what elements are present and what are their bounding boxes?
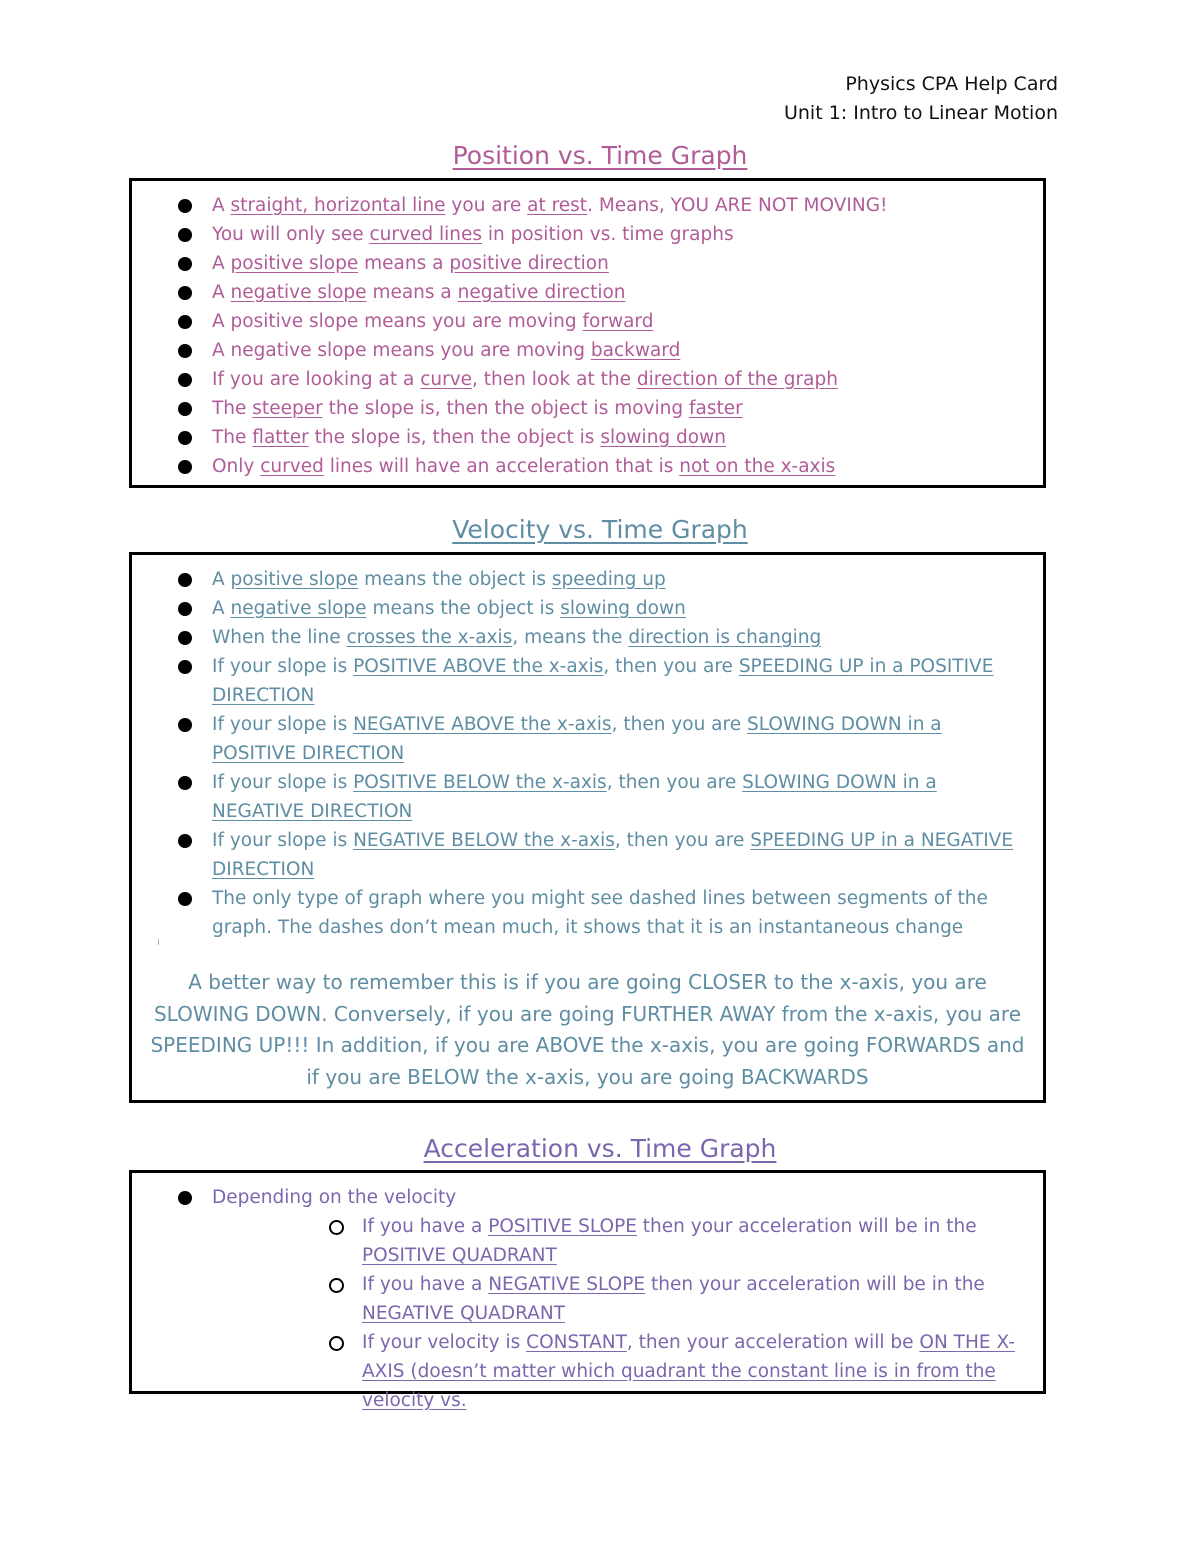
item-text: , then you are — [611, 714, 747, 735]
item-text: means a — [358, 253, 450, 274]
item-text: If you have a — [362, 1216, 489, 1237]
list-item — [132, 768, 1043, 826]
item-text: Only — [212, 456, 261, 477]
underlined-text: CONSTANT — [526, 1332, 627, 1353]
velocity-section-title: Velocity vs. Time Graph — [452, 515, 748, 544]
item-text: A — [212, 282, 231, 303]
list-item — [132, 452, 1043, 481]
underlined-text: SLOWING DOWN in a NEGATIVE DIRECTION — [212, 772, 937, 822]
velocity-box — [129, 552, 1046, 1103]
position-section-title: Position vs. Time Graph — [452, 141, 748, 170]
list-item — [132, 594, 1043, 623]
underlined-text: POSITIVE BELOW the x-axis — [353, 772, 607, 793]
velocity-list — [132, 565, 1043, 942]
underlined-text: NEGATIVE QUADRANT — [362, 1303, 565, 1324]
item-text: means the object is — [366, 598, 561, 619]
list-item — [132, 220, 1043, 249]
underlined-text: SPEEDING UP in a NEGATIVE DIRECTION — [212, 830, 1014, 880]
list-item — [132, 278, 1043, 307]
item-text: lines will have an acceleration that is — [323, 456, 680, 477]
item-text: If you have a — [362, 1274, 489, 1295]
list-item — [132, 884, 1043, 942]
list-item — [132, 307, 1043, 336]
item-text: The — [212, 398, 253, 419]
item-text: , then your acceleration will be — [626, 1332, 920, 1353]
acceleration-box — [129, 1170, 1046, 1411]
underlined-text: negative direction — [457, 282, 626, 303]
item-text: you are — [445, 195, 528, 216]
item-text: then your acceleration will be in the — [636, 1216, 977, 1237]
underlined-text: flatter — [252, 427, 309, 448]
list-item — [212, 1212, 1031, 1270]
item-text: , means the — [512, 627, 629, 648]
underlined-text: steeper — [252, 398, 323, 419]
underlined-text: POSITIVE QUADRANT — [362, 1245, 557, 1266]
underlined-text: slowing down — [600, 427, 726, 448]
underlined-text: POSITIVE SLOPE — [488, 1216, 637, 1237]
page-header — [784, 70, 1058, 128]
underlined-text: speeding up — [551, 569, 666, 590]
list-item — [132, 565, 1043, 594]
underlined-text: positive slope — [230, 253, 359, 274]
item-text: . Means, YOU ARE NOT MOVING! — [587, 195, 888, 216]
underlined-text: slowing down — [560, 598, 686, 619]
item-text: A negative slope means you are moving — [212, 340, 591, 361]
item-text: A — [212, 598, 231, 619]
position-box — [129, 178, 1046, 488]
underlined-text: positive slope — [230, 569, 359, 590]
underlined-text: NEGATIVE ABOVE the x-axis — [353, 714, 612, 735]
stray-mark — [158, 939, 159, 945]
item-text: If your slope is — [212, 714, 354, 735]
underlined-text: backward — [590, 340, 681, 361]
underlined-text: forward — [582, 311, 654, 332]
acceleration-list — [132, 1183, 1043, 1415]
list-item — [132, 423, 1043, 452]
underlined-text: faster — [688, 398, 743, 419]
item-text: A — [212, 195, 231, 216]
underlined-text: SPEEDING UP in a POSITIVE DIRECTION — [212, 656, 994, 706]
list-item — [132, 652, 1043, 710]
list-item — [132, 1183, 1043, 1415]
list-item — [132, 394, 1043, 423]
underlined-text: NEGATIVE SLOPE — [488, 1274, 646, 1295]
item-text: If your velocity is — [362, 1332, 527, 1353]
underlined-text: straight, horizontal line — [230, 195, 446, 216]
underlined-text: positive direction — [449, 253, 609, 274]
underlined-text: SLOWING DOWN in a POSITIVE DIRECTION — [212, 714, 942, 764]
velocity-note: A better way to remember this is if you are going CLOSER to the x-axis, you are SLOWING DOWN. Conversely, if you are going FURTHER AWAY from the x-axis, you are SPEEDING UP!!! In addition, if you are ABOVE the x-axis, you are going FORWARDS and if you are BELOW the x-axis, you are going BACKWARDS — [150, 970, 1025, 1089]
item-text: If you are looking at a — [212, 369, 421, 390]
list-item — [212, 1328, 1031, 1415]
underlined-text: crosses the x-axis — [346, 627, 513, 648]
list-item — [132, 336, 1043, 365]
position-list — [132, 191, 1043, 481]
underlined-text: POSITIVE ABOVE the x-axis — [353, 656, 604, 677]
list-item — [132, 826, 1043, 884]
item-text: , then you are — [603, 656, 739, 677]
item-text: the slope is, then the object is — [308, 427, 601, 448]
underlined-text: negative slope — [230, 282, 367, 303]
underlined-text: direction is changing — [628, 627, 822, 648]
list-item — [132, 710, 1043, 768]
item-text: , then you are — [614, 830, 751, 851]
list-item — [132, 249, 1043, 278]
item-text: means the object is — [358, 569, 552, 590]
item-text: A — [212, 569, 231, 590]
underlined-text: curved lines — [369, 224, 482, 245]
item-text: means a — [366, 282, 458, 303]
item-text: , then you are — [606, 772, 743, 793]
acceleration-sublist — [212, 1212, 1031, 1415]
underlined-text: curve — [420, 369, 473, 390]
list-item — [132, 191, 1043, 220]
list-item — [132, 365, 1043, 394]
underlined-text: ON THE X-AXIS (doesn’t matter which quadrant the constant line is in from the velocity vs. — [362, 1332, 1015, 1411]
underlined-text: negative slope — [230, 598, 367, 619]
underlined-text: at rest — [527, 195, 588, 216]
item-text: If your slope is — [212, 772, 354, 793]
acceleration-section-title: Acceleration vs. Time Graph — [423, 1134, 777, 1163]
underlined-text: curved — [260, 456, 324, 477]
item-text: The only type of graph where you might see dashed lines between segments of the graph. The dashes don’t mean much, it shows that it is an instantaneous change — [212, 888, 988, 938]
item-text: A positive slope means you are moving — [212, 311, 583, 332]
acceleration-main-item: Depending on the velocity — [212, 1187, 457, 1208]
item-text: If your slope is — [212, 830, 354, 851]
header-subtitle: Unit 1: Intro to Linear Motion — [783, 102, 1058, 124]
item-text: then your acceleration will be in the — [645, 1274, 985, 1295]
item-text: the slope is, then the object is moving — [322, 398, 689, 419]
list-item — [212, 1270, 1031, 1328]
underlined-text: not on the x-axis — [679, 456, 836, 477]
item-text: The — [212, 427, 253, 448]
item-text: You will only see — [212, 224, 370, 245]
item-text: in position vs. time graphs — [481, 224, 734, 245]
item-text: , then look at the — [472, 369, 637, 390]
list-item — [132, 623, 1043, 652]
underlined-text: NEGATIVE BELOW the x-axis — [353, 830, 615, 851]
underlined-text: direction of the graph — [636, 369, 838, 390]
item-text: A — [212, 253, 231, 274]
item-text: When the line — [212, 627, 347, 648]
header-title: Physics CPA Help Card — [845, 73, 1058, 95]
item-text: If your slope is — [212, 656, 354, 677]
